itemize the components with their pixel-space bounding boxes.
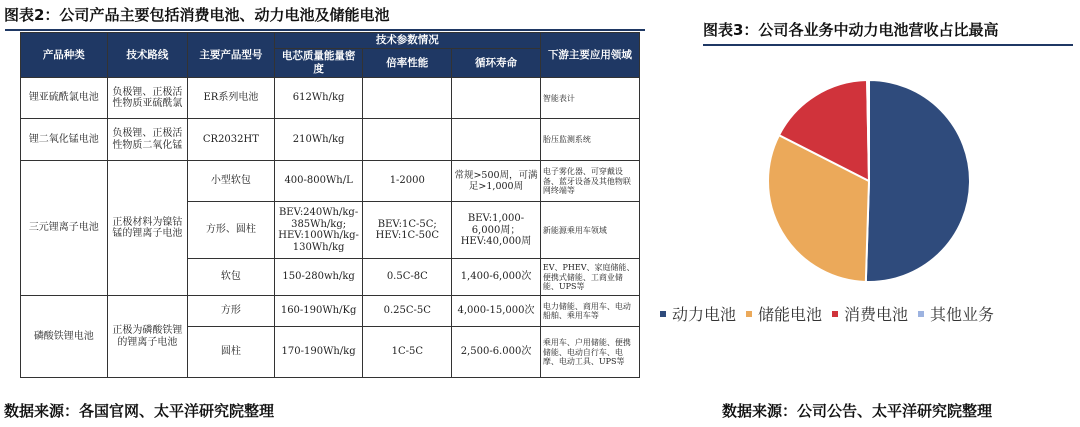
cell-rate: 0.25C-5C [363, 296, 452, 327]
cell-model: 软包 [188, 259, 275, 296]
cell-energy-density: 400-800Wh/L [274, 161, 363, 202]
cell-application: 新能源乘用车领域 [540, 202, 639, 259]
legend-label: 动力电池 [672, 305, 737, 324]
cell-rate [363, 119, 452, 161]
left-figure-source: 数据来源：各国官网、太平洋研究院整理 [4, 402, 275, 420]
cell-product-type: 三元锂离子电池 [21, 161, 108, 296]
legend-item [660, 302, 736, 325]
header-application: 下游主要应用领域 [540, 33, 639, 78]
cell-application: 乘用车、户用储能、便携储能、电动自行车、电摩、电动工具、UPS等 [540, 327, 639, 378]
legend-swatch [832, 311, 838, 317]
legend-swatch [918, 311, 924, 317]
battery-spec-table [20, 32, 640, 378]
table-header-row [21, 33, 640, 49]
cell-cycle-life: 常规>500周，可满足>1,000周 [452, 161, 541, 202]
header-tech-params: 技术参数情况 [274, 33, 540, 49]
cell-cycle-life [452, 119, 541, 161]
cell-energy-density: 160-190Wh/Kg [274, 296, 363, 327]
legend-swatch [660, 311, 666, 317]
header-tech-route: 技术路线 [107, 33, 187, 78]
cell-product-type: 锂亚硫酰氯电池 [21, 78, 108, 119]
legend-item [918, 302, 994, 325]
cell-product-type: 锂二氧化锰电池 [21, 119, 108, 161]
cell-cycle-life [452, 78, 541, 119]
cell-product-type: 磷酸铁锂电池 [21, 296, 108, 378]
cell-model: CR2032HT [188, 119, 275, 161]
cell-application: 电力储能、商用车、电动船舶、乘用车等 [540, 296, 639, 327]
legend-label: 其他业务 [930, 305, 995, 324]
table-row [21, 78, 640, 119]
cell-application: EV、PHEV、家庭储能、便携式储能、工商业储能、UPS等 [540, 259, 639, 296]
left-figure-title: 图表2：公司产品主要包括消费电池、动力电池及储能电池 [4, 6, 390, 24]
cell-rate: 1-2000 [363, 161, 452, 202]
cell-energy-density: 612Wh/kg [274, 78, 363, 119]
cell-model: 方形 [188, 296, 275, 327]
legend-label: 储能电池 [758, 305, 823, 324]
legend-swatch [746, 311, 752, 317]
header-cycle-life: 循环寿命 [452, 49, 541, 78]
header-rate: 倍率性能 [363, 49, 452, 78]
cell-tech-route: 负极锂、正极活性物质亚硫酰氯 [107, 78, 187, 119]
header-main-models: 主要产品型号 [188, 33, 275, 78]
cell-application: 电子雾化器、可穿戴设备、蓝牙设备及其他物联网终端等 [540, 161, 639, 202]
cell-rate: 1C-5C [363, 327, 452, 378]
cell-rate: BEV:1C-5C; HEV:1C-50C [363, 202, 452, 259]
left-title-underline [5, 29, 645, 31]
cell-application: 胎压监测系统 [540, 119, 639, 161]
cell-energy-density: 170-190Wh/kg [274, 327, 363, 378]
cell-cycle-life: 1,400-6,000次 [452, 259, 541, 296]
cell-cycle-life: 2,500-6.000次 [452, 327, 541, 378]
table-row [21, 161, 640, 202]
legend-item [832, 302, 908, 325]
cell-application: 智能表计 [540, 78, 639, 119]
pie-legend [660, 302, 1080, 325]
cell-rate [363, 78, 452, 119]
legend-label: 消费电池 [844, 305, 909, 324]
cell-cycle-life: BEV:1,000-6,000周；HEV:40,000周 [452, 202, 541, 259]
cell-model: ER系列电池 [188, 78, 275, 119]
cell-energy-density: 210Wh/kg [274, 119, 363, 161]
cell-energy-density: 150-280wh/kg [274, 259, 363, 296]
cell-energy-density: BEV:240Wh/kg-385Wh/kg; HEV:100Wh/kg-130Wh/kg [274, 202, 363, 259]
header-energy-density: 电芯质量能量密度 [274, 49, 363, 78]
cell-rate: 0.5C-8C [363, 259, 452, 296]
header-product-type: 产品种类 [21, 33, 108, 78]
cell-model: 圆柱 [188, 327, 275, 378]
cell-tech-route: 负极锂、正极活性物质二氧化锰 [107, 119, 187, 161]
cell-model: 方形、圆柱 [188, 202, 275, 259]
cell-tech-route: 正极为磷酸铁锂的锂离子电池 [107, 296, 187, 378]
revenue-pie-chart [766, 78, 972, 284]
legend-item [746, 302, 822, 325]
pie-slice-动力电池 [866, 80, 970, 282]
right-title-underline [703, 44, 1073, 46]
table-row [21, 296, 640, 327]
right-figure-title: 图表3：公司各业务中动力电池营收占比最高 [703, 21, 999, 39]
cell-cycle-life: 4,000-15,000次 [452, 296, 541, 327]
table-row [21, 119, 640, 161]
right-figure-source: 数据来源：公司公告、太平洋研究院整理 [722, 402, 993, 420]
cell-tech-route: 正极材料为镍钴锰的锂离子电池 [107, 161, 187, 296]
cell-model: 小型软包 [188, 161, 275, 202]
